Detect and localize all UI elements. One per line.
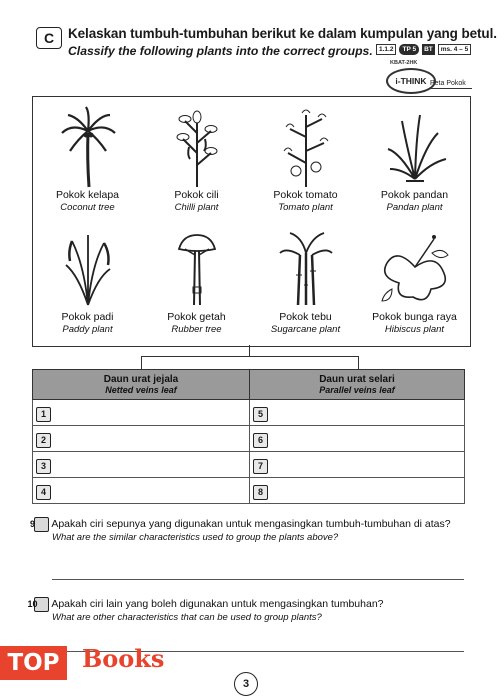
section-badge: C [36,27,62,49]
column-header-parallel [250,370,465,400]
plant-name-english: Chilli plant [174,202,219,213]
question-text-english: What are other characteristics that can be used to group plants? [52,612,322,623]
plant-name-malay: Pokok kelapa [55,189,120,201]
plant-tomato [251,103,360,213]
answer-cell[interactable] [250,452,465,478]
bt-tag: BT [424,46,433,53]
plant-name-malay: Pokok getah [167,311,226,323]
answer-cell[interactable] [250,400,465,426]
curriculum-tags [376,44,471,55]
plant-name-english: Paddy plant [62,324,113,335]
question-text-english: What are the similar characteristics used to group the plants above? [52,532,339,543]
row-number: 2 [36,433,51,448]
plant-name-malay: Pokok padi [61,311,114,323]
sugarcane-plant-icon [276,225,336,311]
ithink-underline [430,88,472,89]
tp-tag: TP 5 [399,44,419,55]
row-number: 8 [253,485,268,500]
plant-name-malay: Pokok tebu [279,311,332,323]
answer-cell[interactable] [33,400,250,426]
instruction-title-english: Classify the following plants into the correct groups. [68,44,373,58]
answer-line-9[interactable] [52,579,464,580]
column-header-netted [33,370,250,400]
plant-pandan [360,103,469,213]
watermark-logo-top: TOP [0,646,67,680]
answer-cell[interactable] [250,478,465,504]
row-number: 4 [36,485,51,500]
chilli-plant-icon [167,103,227,189]
plant-name-english: Coconut tree [60,202,115,213]
plant-name-english: Hibiscus plant [384,324,445,335]
plant-name-english: Tomato plant [278,202,333,213]
watermark-logo-books: Books [82,644,165,673]
standard-tag: 1.1.2 [376,44,396,55]
row-number: 6 [253,433,268,448]
plant-paddy [33,225,142,335]
plant-name-malay: Pokok cili [174,189,219,201]
ithink-map-label: Peta Pokok [430,80,466,87]
table-row [33,478,465,504]
question-number: 10 [34,597,49,612]
plant-name-english: Sugarcane plant [270,324,341,335]
plant-hibiscus [360,225,469,335]
plants-box [32,96,471,347]
page-number: 3 [234,672,258,696]
plant-name-english: Pandan plant [386,202,443,213]
hibiscus-plant-icon [378,225,452,311]
ithink-top-label: KBAT-2HK [390,60,418,66]
plant-name-malay: Pokok tomato [273,189,338,201]
coconut-tree-icon [58,103,118,189]
classification-table [32,369,465,504]
rubber-tree-icon [167,225,227,311]
plant-name-malay: Pokok pandan [380,189,449,201]
ithink-logo: i-THINK [386,68,436,94]
plant-coconut [33,103,142,213]
tree-connector-branch [141,356,359,370]
column-header-parallel-english: Parallel veins leaf [319,385,395,395]
answer-cell[interactable] [33,426,250,452]
plant-name-malay: Pokok bunga raya [372,311,457,323]
column-header-netted-malay: Daun urat jejala [103,374,179,385]
question-text-malay: Apakah ciri lain yang boleh digunakan untuk mengasingkan tumbuhan? [51,598,384,610]
row-number: 3 [36,459,51,474]
pandan-plant-icon [380,103,450,189]
row-number: 7 [253,459,268,474]
paddy-plant-icon [58,225,118,311]
plant-rubber [142,225,251,335]
instruction-title-malay: Kelaskan tumbuh-tumbuhan berikut ke dalam kumpulan yang betul. [68,26,497,41]
pages-tag: ms. 4 – 5 [438,44,471,55]
question-number: 9 [34,517,49,532]
row-number: 1 [36,407,51,422]
tomato-plant-icon [276,103,336,189]
row-number: 5 [253,407,268,422]
plant-sugarcane [251,225,360,335]
ithink-badge [386,60,476,96]
question-text-malay: Apakah ciri sepunya yang digunakan untuk mengasingkan tumbuh-tumbuhan di atas? [51,518,451,530]
table-row [33,400,465,426]
question-10 [27,597,474,623]
table-row [33,452,465,478]
answer-cell[interactable] [250,426,465,452]
question-9 [29,517,474,543]
plant-name-english: Rubber tree [171,324,222,335]
table-row [33,426,465,452]
column-header-netted-english: Netted veins leaf [105,385,177,395]
answer-cell[interactable] [33,478,250,504]
tree-connector-stem [249,345,250,356]
plant-chilli [142,103,251,213]
answer-cell[interactable] [33,452,250,478]
column-header-parallel-malay: Daun urat selari [319,374,395,385]
